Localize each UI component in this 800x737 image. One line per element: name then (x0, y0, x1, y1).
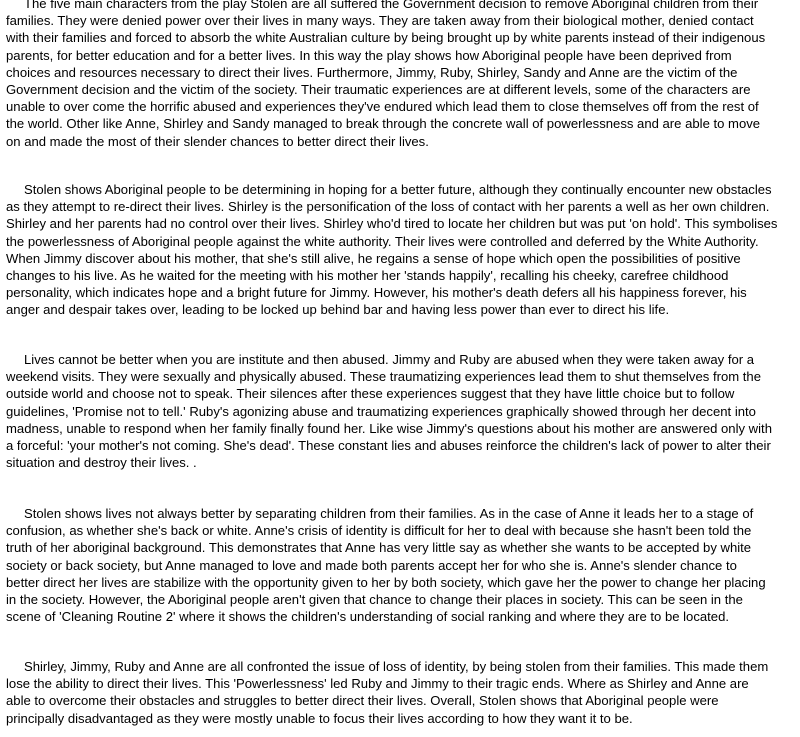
text-line: parents, for better education and for a better lives. In this way the play shows how Aboriginal people have been deprived from (6, 47, 732, 63)
text-line: better direct her lives are stabilize with the opportunity given to her by both society, which gave her the power to change her placing (6, 574, 766, 590)
line-text: Stolen shows Aboriginal people to be determining in hoping for a better future, although they continually encounter new obstacles (24, 182, 772, 197)
text-line (6, 505, 766, 522)
paragraph-5 (6, 658, 768, 727)
text-line: madness, unable to respond when her family finally found her. Like wise Jimmy's questions about his mother are answered only with (6, 420, 772, 436)
text-line: unable to over come the horrific abused and experiences they've endured which lead them to close themselves off from the rest of (6, 99, 759, 115)
text-line (6, 0, 765, 12)
text-line: scene of 'Cleaning Routine 2' where it shows the children's understanding of social ranking and where they are to be located. (6, 609, 730, 625)
text-line: personality, which indicates hope and a bright future for Jimmy. However, his mother's death defers all his happiness forever, his (6, 285, 747, 301)
text-line: When Jimmy discover about his mother, that she's still alive, he regains a sense of hope which open the possibilities of positive (6, 250, 741, 266)
text-line: able to overcome their obstacles and struggles to better direct their lives. Overall, Stolen shows that Aboriginal people were (6, 693, 719, 709)
text-line: society or back society, but Anne managed to love and made both parents accept her for who she is. Anne's slender chance to (6, 557, 737, 573)
text-line: Government decision and the victim of the society. Their traumatic experiences are at different levels, some of the characters are (6, 81, 751, 97)
line-text: Lives cannot be better when you are institute and then abused. Jimmy and Ruby are abused when they were taken away for a (24, 352, 755, 367)
text-line: the world. Other like Anne, Shirley and Sandy managed to break through the concrete wall of powerlessness and are able to move (6, 116, 761, 132)
text-line: situation and destroy their lives. . (6, 455, 197, 471)
text-line: lose the ability to direct their lives. This 'Powerlessness' led Ruby and Jimmy to their tragic ends. Where as Shirley and Anne are (6, 676, 749, 692)
paragraph-2 (6, 181, 777, 319)
text-line: outside world and choose not to speak. Their silences after these experiences suggest that they have little choice but to follow (6, 386, 735, 402)
text-line: the powerlessness of Aboriginal people against the white authority. Their lives were controlled and deferred by the White Authority. (6, 233, 759, 249)
text-line: guidelines, 'Promise not to tell.' Ruby's agonizing abuse and traumatizing experiences graphically showed through her decent into (6, 403, 756, 419)
line-text: The five main characters from the play Stolen are all suffered the Government decision to remove Aboriginal children from their (24, 0, 759, 11)
text-line: weekend visits. They were sexually and physically abused. These traumatizing experiences lead them to shut themselves from the (6, 369, 761, 385)
text-line: changes to his live. As he waited for the meeting with his mother her 'stands happily', recalling his cheeky, carefree childhood (6, 267, 729, 283)
text-line: Shirley and her parents had no control over their lives. Shirley who'd tired to locate her children but was put 'on hold'. This symbolises (6, 216, 778, 232)
text-line: truth of her aboriginal background. This demonstrates that Anne has very little say as whether she wants to be accepted by white (6, 540, 752, 556)
text-line: a forceful: 'your mother's not coming. She's dead'. These constant lies and abuses reinforce the children's lack of power to alter their (6, 437, 771, 453)
line-text: Stolen shows lives not always better by separating children from their families. As in the case of Anne it leads her to a stage of (24, 506, 754, 521)
text-line (6, 658, 768, 675)
text-line: on and made the most of their slender chances to better direct their lives. (6, 133, 429, 149)
text-line: choices and resources necessary to direct their lives. Furthermore, Jimmy, Ruby, Shirley, Sandy and Anne are the victim of the (6, 64, 738, 80)
text-line: as they attempt to re-direct their lives. Shirley is the personification of the loss of contact with her parents a well as her own children. (6, 199, 770, 215)
paragraph-3 (6, 351, 772, 471)
text-line (6, 351, 772, 368)
text-line: anger and despair takes over, leading to be locked up behind bar and having less power than ever to direct his life. (6, 302, 670, 318)
text-line: principally disadvantaged as they were mostly unable to focus their lives according to how they want it to be. (6, 710, 633, 726)
text-line: with their families and forced to absorb the white Australian culture by being brought up by white parents instead of their indigenous (6, 30, 766, 46)
line-text: Shirley, Jimmy, Ruby and Anne are all confronted the issue of loss of identity, by being stolen from their families. This made them (24, 659, 769, 674)
text-line: in the society. However, the Aboriginal people aren't given that chance to change their places in society. This can be seen in the (6, 591, 743, 607)
paragraph-1 (6, 0, 765, 150)
text-line: confusion, as whether she's back or white. Anne's crisis of identity is difficult for her to deal with because she hasn't been told the (6, 523, 752, 539)
paragraph-4 (6, 505, 766, 625)
text-line: families. They were denied power over their lives in many ways. They are taken away from their biological mother, denied contact (6, 13, 754, 29)
text-line (6, 181, 777, 198)
